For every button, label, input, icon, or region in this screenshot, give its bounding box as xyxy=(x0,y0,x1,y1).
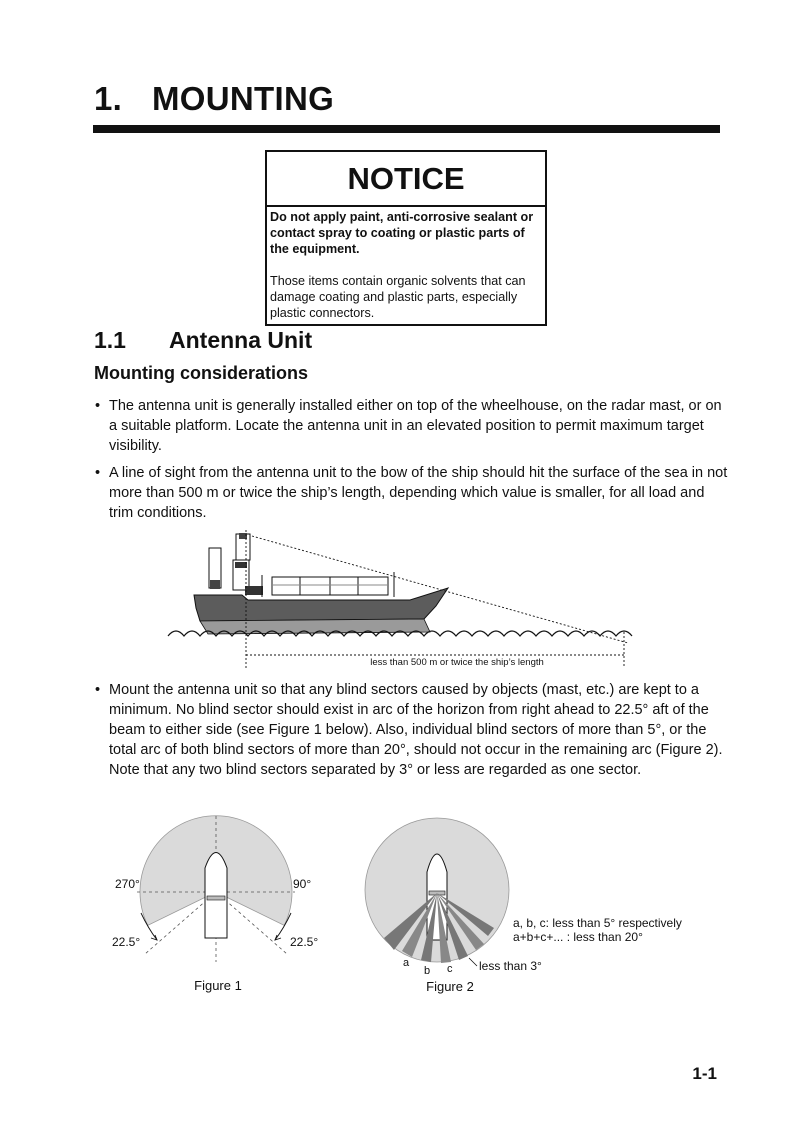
ship-illustration xyxy=(194,533,448,634)
figure-1-angle-left-aft: 22.5° xyxy=(112,935,141,949)
notice-heading: NOTICE xyxy=(347,161,465,196)
distance-label: less than 500 m or twice the ship’s length xyxy=(370,657,544,668)
subsection-heading: Mounting considerations xyxy=(94,363,308,383)
figure-2-note-line1: a, b, c: less than 5° respectively xyxy=(513,916,682,930)
figure-2-label-b: b xyxy=(424,965,431,977)
chapter-number: 1. xyxy=(94,80,123,117)
section-number: 1.1 xyxy=(94,327,126,353)
chapter-title-text: MOUNTING xyxy=(152,80,335,117)
bullet-dot: • xyxy=(95,465,101,481)
page-number: 1-1 xyxy=(692,1064,717,1083)
figure-2-diagram xyxy=(365,818,682,994)
figure-2-note-line2: a+b+c+... : less than 20° xyxy=(513,930,643,944)
figure-1-diagram xyxy=(112,816,318,993)
bullet-text: The antenna unit is generally installed either on top of the wheelhouse, on the radar mast, or on a suitable platform. Locate the antenna unit in an elevated position to permit maximum target visibility. xyxy=(109,398,722,454)
section-title: Antenna Unit xyxy=(169,327,313,353)
figure-2-caption: Figure 2 xyxy=(426,979,474,994)
figure-2-label-a: a xyxy=(403,957,410,969)
figure-1-angle-270: 270° xyxy=(115,877,140,891)
figure-2-label-c: c xyxy=(447,963,453,975)
figure-2-gap-label: less than 3° xyxy=(479,959,542,973)
bullet-dot: • xyxy=(95,398,101,414)
notice-warning: Do not apply paint, anti-corrosive sealant or contact spray to coating or plastic parts of the equipment. xyxy=(270,210,534,256)
bullet-dot: • xyxy=(95,682,101,698)
figure-1-angle-right-aft: 22.5° xyxy=(290,935,319,949)
figure-1-angle-90: 90° xyxy=(293,877,312,891)
notice-explanation: Those items contain organic solvents that can damage coating and plastic parts, especially plastic connectors. xyxy=(270,274,526,320)
figure-1-ship xyxy=(205,853,227,939)
bullet-text: Mount the antenna unit so that any blind sectors caused by objects (mast, etc.) are kept to a minimum. No blind sector should exist in arc of the horizon from right ahead to 22.5° aft of the beam to either side (see Figure 1 below). Also, individual blind sectors of more than 5°, or the total arc of both blind sectors of more than 20°, should not occur in the remaining arc (Figure 2). Note that any two blind sectors separated by 3° or less are regarded as one sector. xyxy=(109,682,723,778)
figure-1-caption: Figure 1 xyxy=(194,978,242,993)
bullet-text: A line of sight from the antenna unit to the bow of the ship should hit the surface of the sea in not more than 500 m or twice the ship’s length, depending which value is smaller, for all load and trim conditions. xyxy=(109,465,728,521)
